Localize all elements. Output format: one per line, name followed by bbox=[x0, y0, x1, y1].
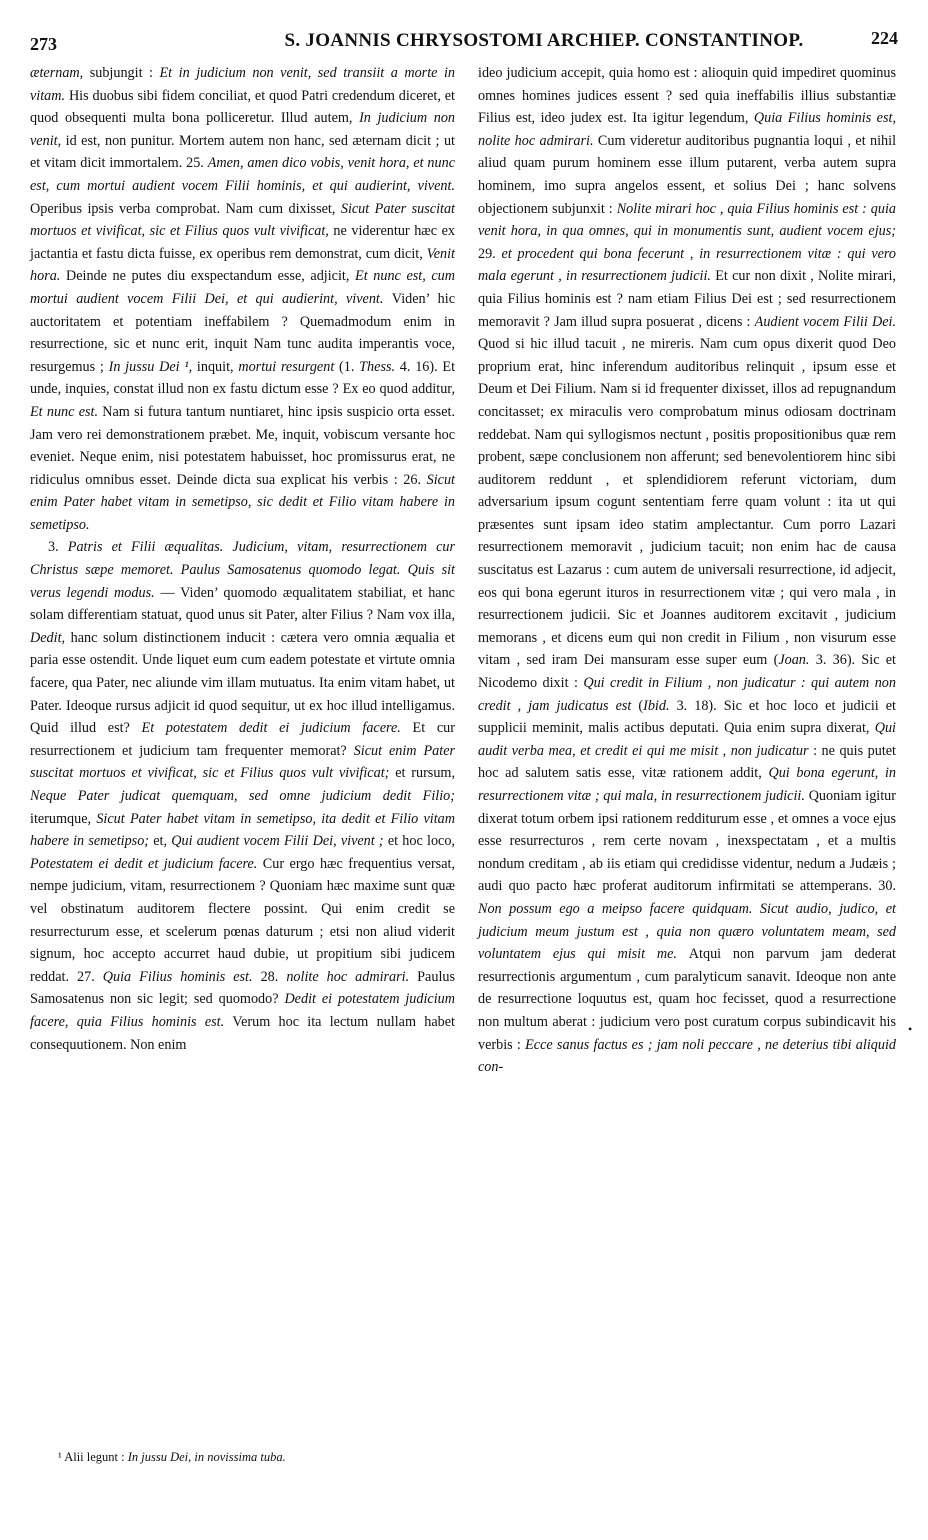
italic-span: Quia Filius hominis est. bbox=[102, 968, 261, 985]
italic-span: Audient vocem Filii Dei. bbox=[754, 313, 896, 330]
italic-span: Et in judicium non venit, sed transiit a morte in vitam. bbox=[30, 65, 455, 104]
text-span: — Viden’ quomodo æqualitatem stabiliat, et hanc solam differentiam statuat, quod unus sit Pater, alter Filius ? Nam vox illa, bbox=[30, 584, 455, 624]
footnote bbox=[58, 1448, 286, 1466]
italic-span: Qui audient vocem Filii Dei, vivent ; bbox=[171, 833, 388, 850]
footnote-text: Alii legunt : bbox=[64, 1450, 128, 1464]
italic-span: Potestatem ei dedit et judicium facere. bbox=[30, 855, 263, 872]
text-span: id est, non punitur. Mortem autem non hanc, sed æternam dicit ; ut et vitam dicit immortalem. 25. bbox=[30, 132, 455, 172]
italic-span: et procedent qui bona fecerunt , in resurrectionem vitæ : qui vero mala egerunt , in resurrectionem judicii. bbox=[478, 245, 897, 285]
italic-span: Dedit, bbox=[30, 629, 71, 646]
text-span: ( bbox=[638, 697, 644, 714]
text-span: Et cur non dixit , Nolite mirari, quia Filius hominis est ? nam etiam Filius Dei est ; sed resurrectionem memoravit ? Jam illud supra posuerat , dicens : bbox=[478, 268, 896, 330]
text-span: hanc solum distinctionem inducit : cætera vero omnia æqualia et paria esse ostendit. Unde liquet eum cum eadem potestate et virtute omnia facere, qua Pater, nec aliunde vim illam mutuatus. Ita enim vitam habet, ut Pater. Ideoque rursus adjicit id quod sequitur, ut ex hoc illud intelligamus. Quid illud est? bbox=[30, 629, 455, 737]
paragraph bbox=[30, 62, 455, 536]
italic-span: Dedit ei potestatem judicium facere, quia Filius hominis est. bbox=[30, 991, 455, 1030]
italic-span: Et nunc est, cum mortui audient vocem Filii Dei, et qui audierint, vivent. bbox=[30, 268, 455, 307]
text-span: ne viderentur hæc ex jactantia et fastu dicta fuisse, ex operibus rem demonstrat, cum dicit, bbox=[30, 223, 456, 262]
italic-span: Sicut enim Pater suscitat mortuos et vivificat, sic et Filius quos vult vivificat; bbox=[30, 742, 456, 782]
text-span: 3. bbox=[48, 539, 68, 556]
text-span: Quod si hic illud tacuit , ne mireris. Nam cum opus dixerit quod Deo proprium erat, hinc inferendum auditoribus relinquit , ipsum esse et Deum et Dei Filium. Nam si id frequenter dixisset, illos ad repugnandum concitasset; ex miraculis vero comprobatum minus odiosam doctrinam reddebat. Nam qui syllogismos nectunt , positis propositionibus quæ rem probent, sæpe conclusionem non afferunt; sed benevolentiorem hinc sibi auditorem reddunt , et splendidiorem referunt victoriam, dum adversarium ipsum cogunt sententiam ferre quam volunt : ita ut qui præsentes sunt ipsam ideo statim amplectantur. Cum porro Lazari resurrectionem memoravit , judicium tacuit; non enim hac de causa suscitatus est Lazarus : cum autem de universali resurrectione, id adjecit, eos qui bona egerunt ituros in resurrectionem vitæ ; qui vero mala , in resurrectionem judicii. Sic et Joannes auditorem excitavit , judicium memorans , et dicens eum qui non credit in Filium , non visurum esse vitam , sed iram Dei mansuram esse super eum ( bbox=[478, 336, 896, 669]
text-span: 3. 36). Sic et Nicodemo dixit : bbox=[478, 652, 896, 692]
text-span: et rursum, bbox=[395, 765, 455, 782]
text-span: Nam si futura tantum nuntiaret, hinc ipsis suspicio orta esset. Jam vero rei demonstrationem præbet. Me, inquit, vobiscum versante hoc eveniet. Neque enim, nisi potestatem habuisset, hoc promissurus erat, ne ridiculus omnibus esset. Deinde dicta sua explicat his verbis : 26. bbox=[30, 403, 455, 488]
italic-span: Patris et Filii æqualitas. Judicium, vitam, resurrectionem cur Christus sæpe memoret. Paulus Samosatenus quomodo legat. Quis sit verus legendi modus. bbox=[30, 539, 456, 601]
text-span: Cum videretur auditoribus pugnantia loqui , et nihil aliud quam purum hominem esse illum putarent, verba autem supra hominem, imo supra angelos essent, et solius Dei ; hanc solvens objectionem subjunxit : bbox=[478, 132, 897, 217]
italic-span: Et potestatem dedit ei judicium facere. bbox=[141, 720, 413, 737]
text-span: Quoniam igitur dixerat totum orbem ipsi rationem redditurum esse , et omnes a voce ejus esse resurrecturos , rem certe novam , inexspectatam , et a multis nondum creditam , ab iis etiam qui credidisse videntur, nedum a Judæis ; audi quo pacto hæc proferat auditorum infirmitati se attemperans. 30. bbox=[478, 788, 896, 895]
text-span: et, bbox=[153, 833, 172, 850]
text-span: iterumque, bbox=[30, 810, 97, 827]
margin-dot: • bbox=[908, 1022, 913, 1036]
italic-span: mortui resurgent bbox=[238, 358, 340, 375]
italic-span: Nolite mirari hoc , quia Filius hominis est : quia venit hora, in qua omnes, qui in monumentis sunt, audient vocem ejus; bbox=[478, 200, 896, 240]
paragraph bbox=[478, 62, 896, 1079]
text-span: Cur ergo hæc frequentius versat, nempe judicium, vitam, resurrectionem ? Quoniam hæc maxime sunt quæ vel obstinatum auditorem flectere possint. Qui enim credit se resurrecturum esse, et scelerum pœnas daturum ; etsi non aliud viderit signum, hoc accepto accurret haud dubie, ut propitium sibi judicem reddat. 27. bbox=[30, 855, 455, 985]
italic-span: Ecce sanus factus es ; jam noli peccare , ne deterius tibi aliquid con- bbox=[478, 1036, 896, 1076]
text-span: Atqui non parvum jam dederat resurrectionis argumentum , cum paralyticum sanavit. Ideoque non ante de resurrectione loquutus est, quam hoc fecisset, quod a resurrectione non multum aberat : judicium vero post curatum corpus subindicavit his verbis : bbox=[478, 946, 896, 1053]
italic-span: nolite hoc admirari. bbox=[286, 968, 418, 985]
italic-span: Qui audit verba mea, et credit ei qui me misit , non judicatur bbox=[478, 720, 896, 759]
running-header bbox=[30, 28, 898, 60]
text-span: Paulus Samosatenus non sic legit; sed quomodo? bbox=[30, 968, 455, 1008]
page-number-left: 273 bbox=[30, 34, 57, 54]
text-span: 3. 18). Sic et hoc loco et judicii et supplicii meminit, malis actibus deputati. Quia enim supra dixerat, bbox=[478, 697, 896, 737]
italic-span: Joan. bbox=[778, 652, 816, 669]
text-span: Operibus ipsis verba comprobat. Nam cum dixisset, bbox=[30, 200, 341, 217]
page-number-right: 224 bbox=[871, 28, 898, 48]
footnote-marker: ¹ bbox=[58, 1450, 62, 1464]
footnote-italic: In jussu Dei, in novissima tuba. bbox=[127, 1450, 286, 1464]
italic-span: Thess. bbox=[359, 358, 400, 375]
text-span: (1. bbox=[339, 358, 360, 375]
text-span: Viden’ hic auctoritatem et potentiam ineffabilem ? Quemadmodum enim in resurrectione, sic et nunc erit, inquit Nam tunc audita imperantis voce, resurgemus ; bbox=[30, 290, 455, 375]
running-title: S. JOANNIS CHRYSOSTOMI ARCHIEP. CONSTANTINOP. bbox=[284, 30, 804, 51]
italic-span: Non possum ego a meipso facere quidquam. Sicut audio, judico, et judicium meum justum est , quia non quæro voluntatem meam, sed voluntatem ejus qui misit me. bbox=[478, 900, 896, 963]
text-span: Verum hoc ita lectum nullam habet consequutionem. Non enim bbox=[30, 1013, 455, 1053]
italic-span: Sicut Pater habet vitam in semetipso, ita dedit et Filio vitam habere in semetipso; bbox=[30, 810, 455, 850]
text-column-right bbox=[478, 62, 896, 1079]
text-span: Et cur resurrectionem et judicium tam frequenter memorat? bbox=[30, 720, 455, 759]
italic-span: Ibid. bbox=[643, 697, 677, 714]
italic-span: Venit hora. bbox=[30, 245, 455, 285]
text-span: Deinde ne putes diu exspectandum esse, adjicit, bbox=[65, 268, 356, 285]
italic-span: Qui bona egerunt, in resurrectionem vitæ ; qui mala, in resurrectionem judicii. bbox=[478, 765, 896, 804]
italic-span: In jussu Dei ¹, bbox=[108, 358, 197, 375]
italic-span: In judicium non venit, bbox=[30, 110, 456, 149]
italic-span: Quia Filius hominis est, nolite hoc admirari. bbox=[478, 110, 896, 149]
italic-span: Sicut enim Pater habet vitam in semetipso, sic dedit et Filio vitam habere in semetipso. bbox=[30, 471, 455, 533]
text-span: 29. bbox=[478, 245, 502, 262]
italic-span: æternam, bbox=[30, 65, 90, 81]
text-span: 4. 16). Et unde, inquies, constat illud non ex fastu dictum esse ? Ex eo quod additur, bbox=[30, 358, 456, 398]
italic-span: Neque Pater judicat quemquam, sed omne judicium dedit Filio; bbox=[30, 788, 455, 804]
paragraph bbox=[30, 536, 455, 1056]
text-span: ideo judicium accepit, quia homo est : alioquin quid impediret quominus omnes homines judices essent ? sed quia ineffabilis illius substantiæ Filius est, ideo judex est. Ita igitur legendum, bbox=[478, 65, 896, 127]
text-span: : ne quis putet hoc ad salutem satis esse, vitæ rationem addit, bbox=[478, 742, 896, 782]
italic-span: Sicut Pater suscitat mortuos et vivificat, sic et Filius quos vult vivificat, bbox=[30, 200, 455, 240]
italic-span: Qui credit in Filium , non judicatur : qui autem non credit , jam judicatus est bbox=[478, 675, 896, 714]
text-span: His duobus sibi fidem conciliat, et quod Patri credendum diceret, et quod obsequenti multa bona polliceretur. Illud autem, bbox=[30, 87, 455, 127]
text-span: 28. bbox=[260, 968, 287, 985]
text-span: inquit, bbox=[196, 358, 239, 375]
text-column-left bbox=[30, 62, 455, 1056]
italic-span: Et nunc est. bbox=[30, 403, 103, 420]
text-span: subjungit : bbox=[89, 65, 160, 81]
italic-span: Amen, amen dico vobis, venit hora, et nunc est, cum mortui audient vocem Filii hominis, et qui audierint, vivent. bbox=[30, 155, 456, 194]
text-span: et hoc loco, bbox=[387, 833, 455, 850]
